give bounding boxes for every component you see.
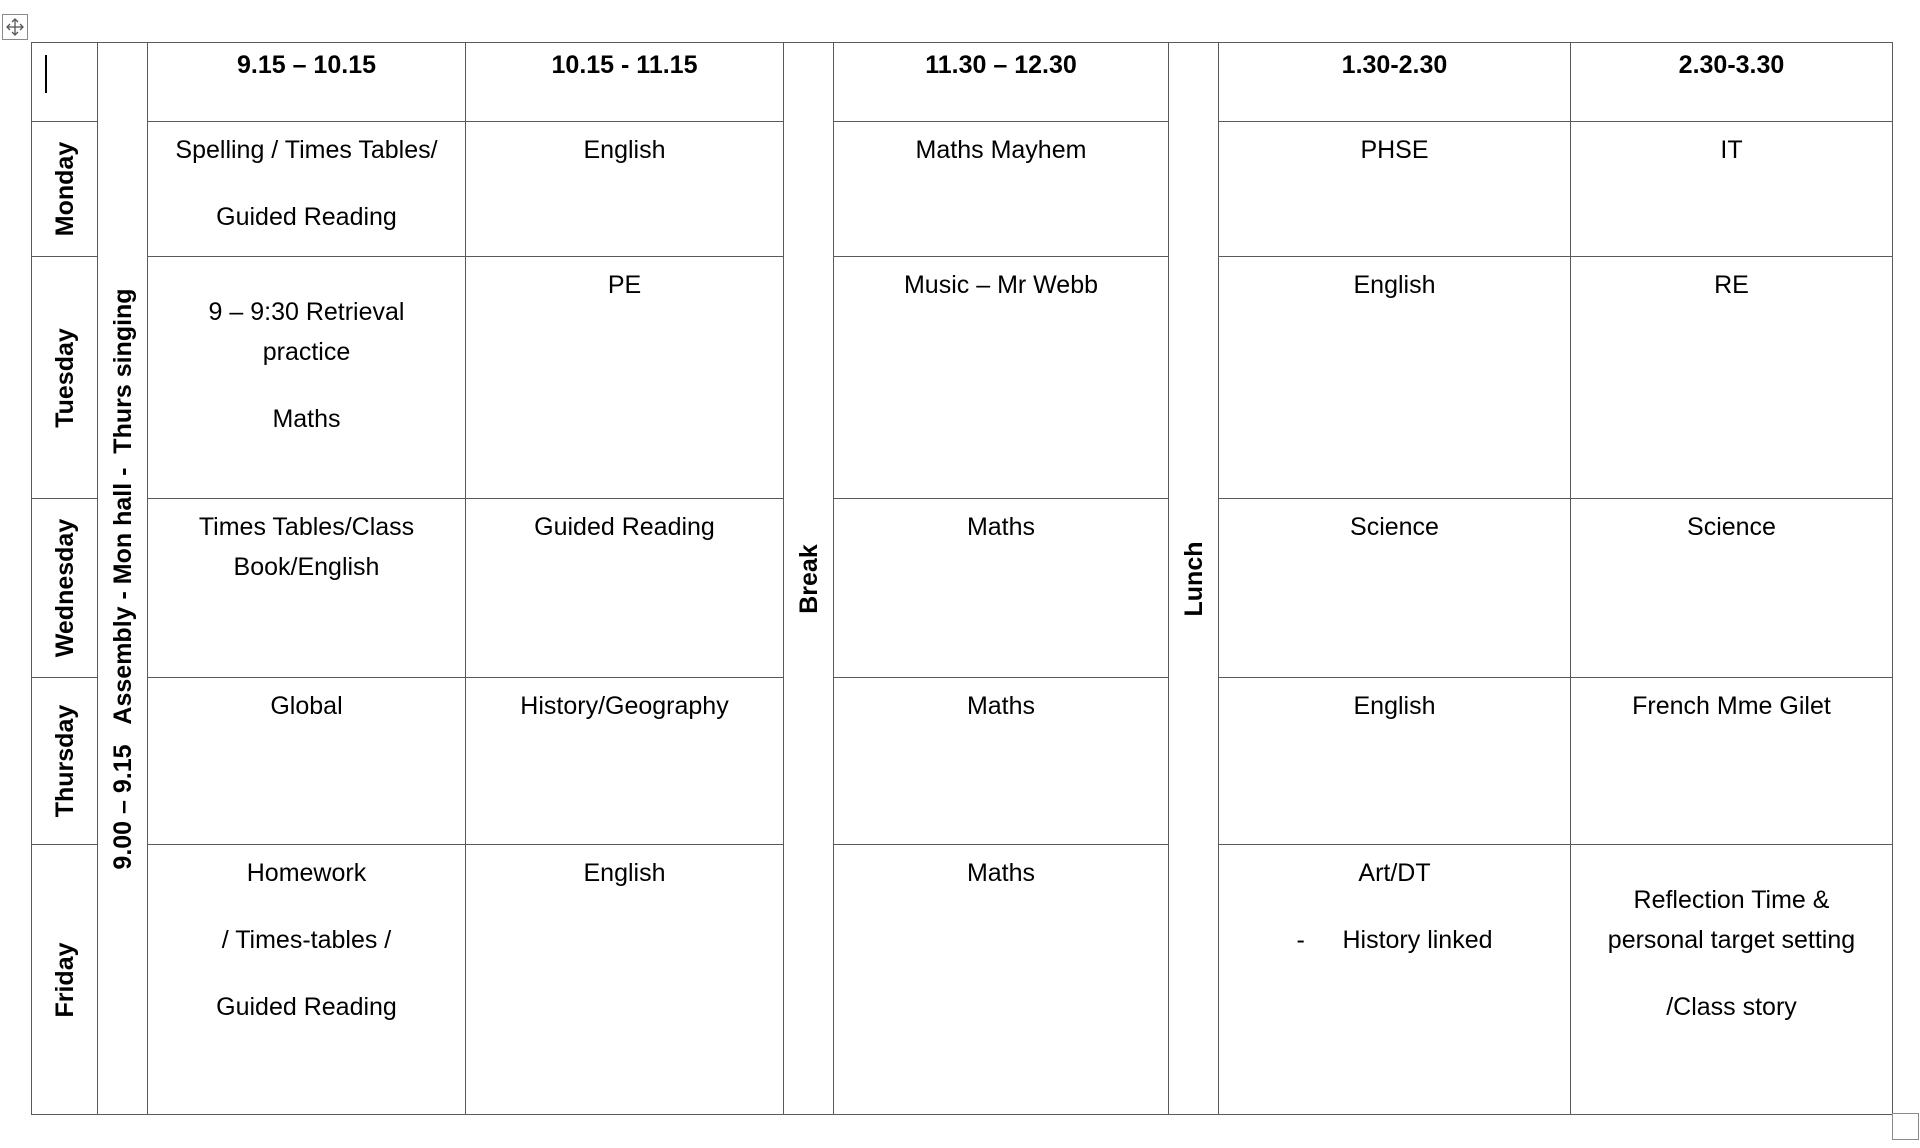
lesson-cell[interactable]: Maths [834, 499, 1169, 678]
lesson-cell[interactable]: PHSE [1219, 122, 1571, 257]
lesson-line: 9 – 9:30 Retrieval [208, 298, 405, 326]
lunch-column [1169, 43, 1219, 1115]
lesson-cell[interactable]: Maths [834, 678, 1169, 845]
day-label-cell [32, 257, 98, 499]
lesson-cell[interactable]: Maths Mayhem [834, 122, 1169, 257]
lesson-cell[interactable]: English [466, 845, 784, 1115]
lesson-cell[interactable]: RE [1571, 257, 1893, 499]
timetable [31, 42, 1893, 1115]
day-label-thursday: Thursday [50, 704, 79, 818]
day-row-wednesday [32, 499, 1893, 678]
lesson-cell[interactable] [148, 845, 466, 1115]
lesson-line [1219, 920, 1570, 960]
lesson-cell[interactable] [148, 257, 466, 499]
corner-cell[interactable] [32, 43, 98, 122]
day-label-monday: Monday [50, 141, 79, 237]
lesson-line: Book/English [233, 553, 380, 581]
break-column [784, 43, 834, 1115]
lesson-line: Spelling / Times Tables/ [175, 136, 438, 164]
lesson-line: Maths [272, 405, 341, 433]
lesson-line: practice [262, 338, 351, 366]
period-time-2: 10.15 - 11.15 [466, 43, 784, 122]
day-label-cell [32, 845, 98, 1115]
lesson-cell[interactable]: Global [148, 678, 466, 845]
lesson-cell[interactable]: Music – Mr Webb [834, 257, 1169, 499]
lesson-cell[interactable]: Guided Reading [466, 499, 784, 678]
day-label-cell [32, 122, 98, 257]
header-row [32, 43, 1893, 122]
lesson-line: Guided Reading [216, 993, 397, 1021]
lesson-line: Art/DT [1358, 859, 1431, 887]
lesson-cell[interactable]: Maths [834, 845, 1169, 1115]
lesson-cell[interactable]: English [466, 122, 784, 257]
day-row-tuesday [32, 257, 1893, 499]
period-time-5: 2.30-3.30 [1571, 43, 1893, 122]
day-row-friday [32, 845, 1893, 1115]
period-time-4: 1.30-2.30 [1219, 43, 1571, 122]
day-row-monday [32, 122, 1893, 257]
lesson-line-text: History linked [1342, 926, 1493, 954]
day-label-cell [32, 678, 98, 845]
day-row-thursday [32, 678, 1893, 845]
table-move-handle[interactable] [2, 14, 28, 40]
lunch-label: Lunch [1179, 541, 1208, 616]
text-cursor [45, 55, 47, 93]
move-arrows-icon [5, 17, 25, 37]
day-label-friday: Friday [50, 941, 79, 1018]
lesson-line: personal target setting [1607, 926, 1856, 954]
lesson-cell[interactable]: English [1219, 257, 1571, 499]
lesson-cell[interactable]: History/Geography [466, 678, 784, 845]
lesson-line: Homework [246, 859, 367, 887]
lesson-cell[interactable] [148, 122, 466, 257]
lesson-cell[interactable]: English [1219, 678, 1571, 845]
lesson-line: / Times-tables / [221, 926, 392, 954]
lesson-cell[interactable] [1571, 845, 1893, 1115]
break-label: Break [794, 543, 823, 614]
lesson-cell[interactable]: Science [1571, 499, 1893, 678]
lesson-cell[interactable]: French Mme Gilet [1571, 678, 1893, 845]
day-label-wednesday: Wednesday [50, 518, 79, 658]
assembly-column [98, 43, 148, 1115]
period-time-3: 11.30 – 12.30 [834, 43, 1169, 122]
lesson-cell[interactable]: Science [1219, 499, 1571, 678]
day-label-tuesday: Tuesday [50, 327, 79, 428]
lesson-line: Guided Reading [216, 203, 397, 231]
lesson-cell[interactable] [148, 499, 466, 678]
day-label-cell [32, 499, 98, 678]
lesson-line: /Class story [1666, 993, 1797, 1021]
lesson-cell[interactable]: IT [1571, 122, 1893, 257]
assembly-label: 9.00 – 9.15 Assembly - Mon hall - Thurs singing [108, 287, 137, 870]
lesson-line: Times Tables/Class [198, 513, 415, 541]
list-dash: - [1296, 926, 1305, 954]
table-resize-handle[interactable] [1892, 1113, 1919, 1140]
lesson-line: Reflection Time & [1633, 886, 1830, 914]
period-time-1: 9.15 – 10.15 [148, 43, 466, 122]
lesson-cell[interactable] [1219, 845, 1571, 1115]
lesson-cell[interactable]: PE [466, 257, 784, 499]
